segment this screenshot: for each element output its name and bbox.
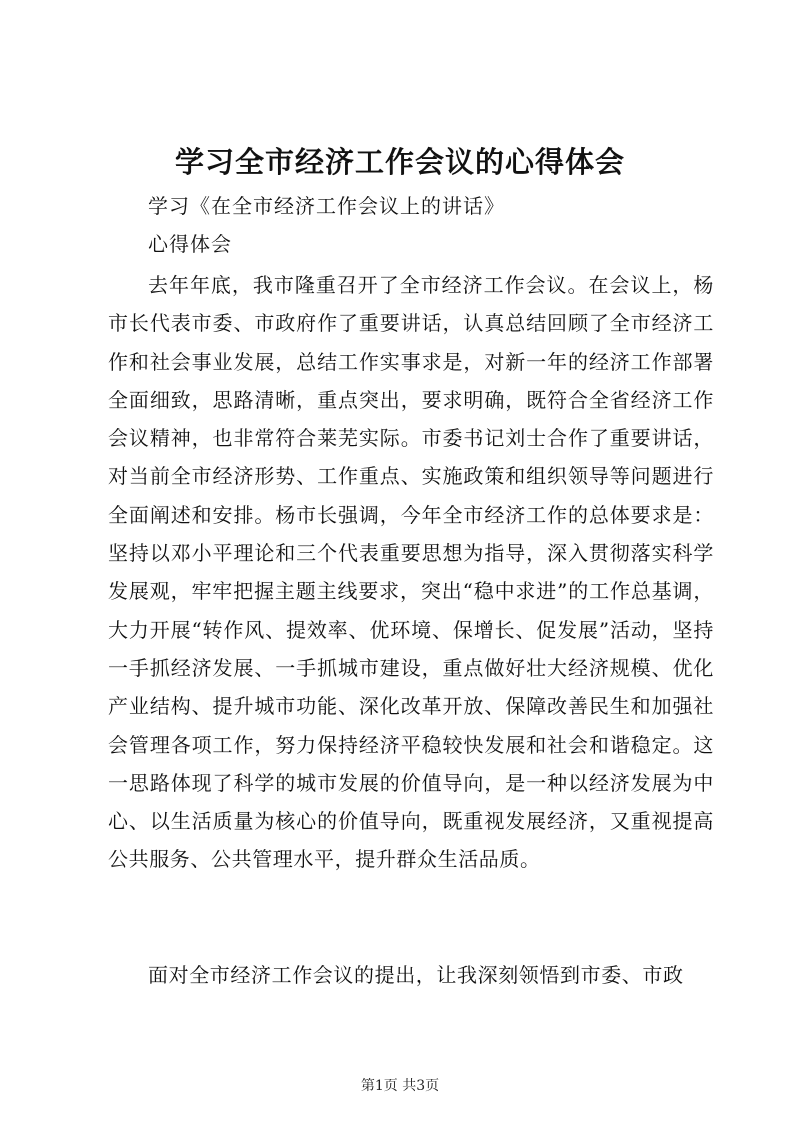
body-paragraph-1: 去年年底，我市隆重召开了全市经济工作会议。在会议上，杨市长代表市委、市政府作了重要讲话，认真总结回顾了全市经济工作和社会事业发展，总结工作实事求是，对新一年的经济工作部署全面细致，思路清晰，重点突出，要求明确，既符合全省经济工作会议精神，也非常符合莱芜实际。市委书记刘士合作了重要讲话，对当前全市经济形势、工作重点、实施政策和组织领导等问题进行全面阐述和安排。杨市长强调，今年全市经济工作的总体要求是：坚持以邓小平理论和三个代表重要思想为指导，深入贯彻落实科学发展观，牢牢把握主题主线要求，突出“稳中求进”的工作总基调，大力开展“转作风、提效率、优环境、保增长、促发展”活动，坚持一手抓经济发展、一手抓城市建设，重点做好壮大经济规模、优化产业结构、提升城市功能、深化改革开放、保障改善民生和加强社会管理各项工作，努力保持经济平稳较快发展和社会和谐稳定。这一思路体现了科学的城市发展的价值导向，是一种以经济发展为中心、以生活质量为核心的价值导向，既重视发展经济，又重视提高公共服务、公共管理水平，提升群众生活品质。	[108, 273, 714, 872]
document-title: 学习全市经济工作会议的心得体会	[174, 145, 625, 179]
subtitle-line-2: 心得体会	[148, 232, 232, 256]
subtitle-line-1: 学习《在全市经济工作会议上的讲话》	[148, 194, 505, 218]
body-paragraph-2: 面对全市经济工作会议的提出，让我深刻领悟到市委、市政	[148, 963, 684, 987]
page-footer: 第1页 共3页	[360, 1078, 440, 1094]
